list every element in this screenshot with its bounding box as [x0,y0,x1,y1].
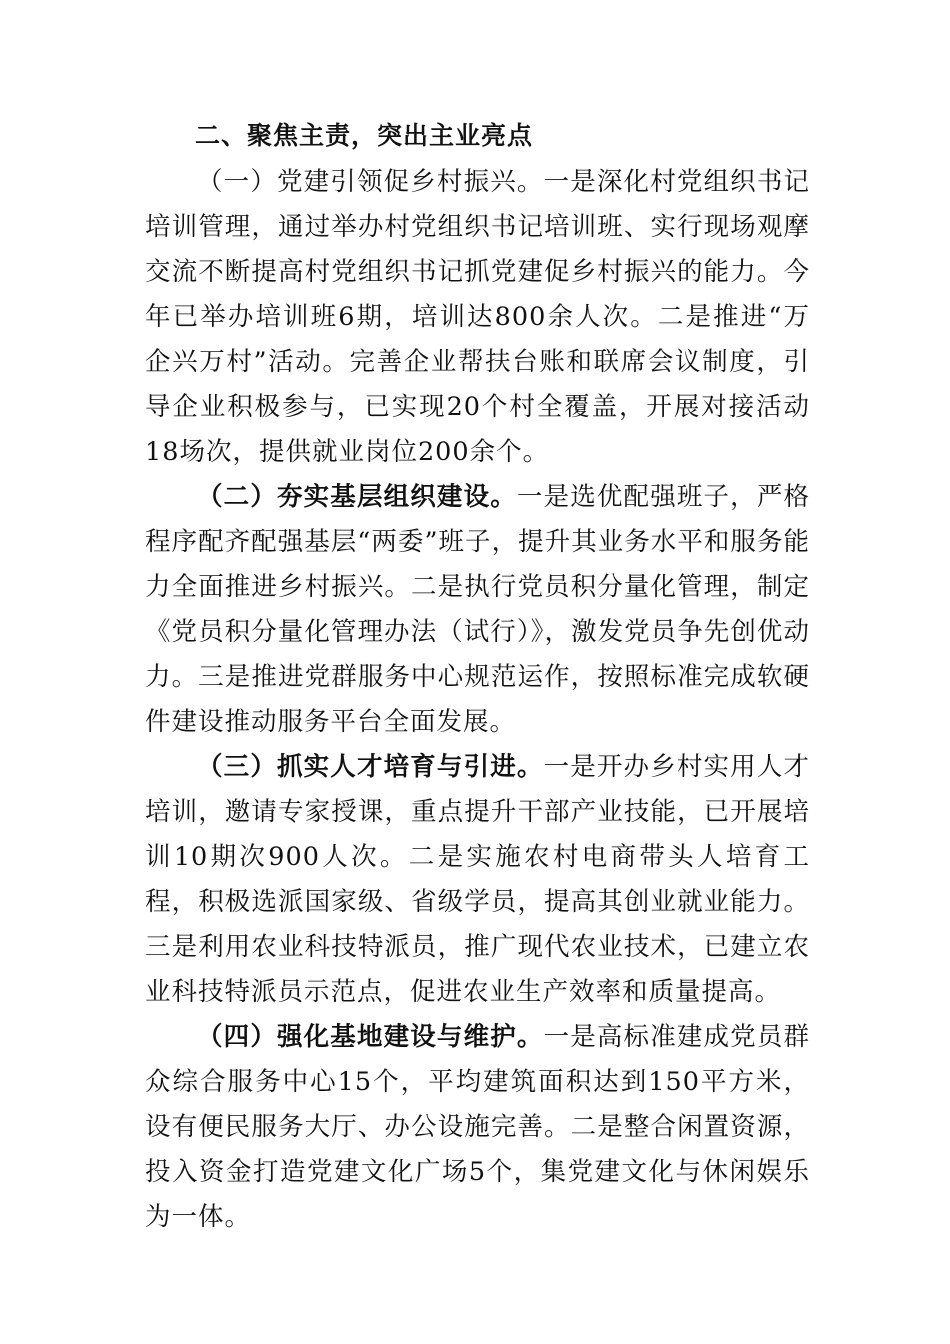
paragraph-party-building [145,160,810,475]
paragraph-lead: （三）抓实人才培育与引进。 [197,752,544,782]
paragraph-lead: （四）强化基地建设与维护。 [197,1022,544,1052]
paragraph-base-construction [145,1015,810,1240]
paragraph-text: 一是开办乡村实用人才培训，邀请专家授课，重点提升干部产业技能，已开展培训10期次900人次。二是实施农村电商带头人培育工程，积极选派国家级、省级学员，提高其创业就业能力。三是利用农业科技特派员，推广现代农业技术，已建立农业科技特派员示范点，促进农业生产效率和质量提高。 [145,752,810,1007]
paragraph-text: 一是选优配强班子，严格程序配齐配强基层“两委”班子，提升其业务水平和服务能力全面推进乡村振兴。二是执行党员积分量化管理，制定《党员积分量化管理办法（试行）》，激发党员争先创优动力。三是推进党群服务中心规范运作，按照标准完成软硬件建设推动服务平台全面发展。 [145,482,810,737]
paragraph-grassroots [145,475,810,745]
section-heading: 二、聚焦主责，突出主业亮点 [195,121,534,150]
paragraph-text: 一是深化村党组织书记培训管理，通过举办村党组织书记培训班、实行现场观摩交流不断提高村党组织书记抓党建促乡村振兴的能力。今年已举办培训班6期，培训达800余人次。二是推进“万企兴万村”活动。完善企业帮扶台账和联席会议制度，引导企业积极参与，已实现20个村全覆盖，开展对接活动18场次，提供就业岗位200余个。 [145,167,810,467]
document-body [145,112,810,1240]
paragraph-text: 一是高标准建成党员群众综合服务中心15个，平均建筑面积达到150平方米，设有便民服务大厅、办公设施完善。二是整合闲置资源，投入资金打造党建文化广场5个，集党建文化与休闲娱乐为一体。 [145,1022,810,1232]
paragraph-lead: （一）党建引领促乡村振兴。 [197,167,544,197]
paragraph-talent [145,745,810,1015]
paragraph-lead: （二）夯实基层组织建设。 [197,482,517,512]
